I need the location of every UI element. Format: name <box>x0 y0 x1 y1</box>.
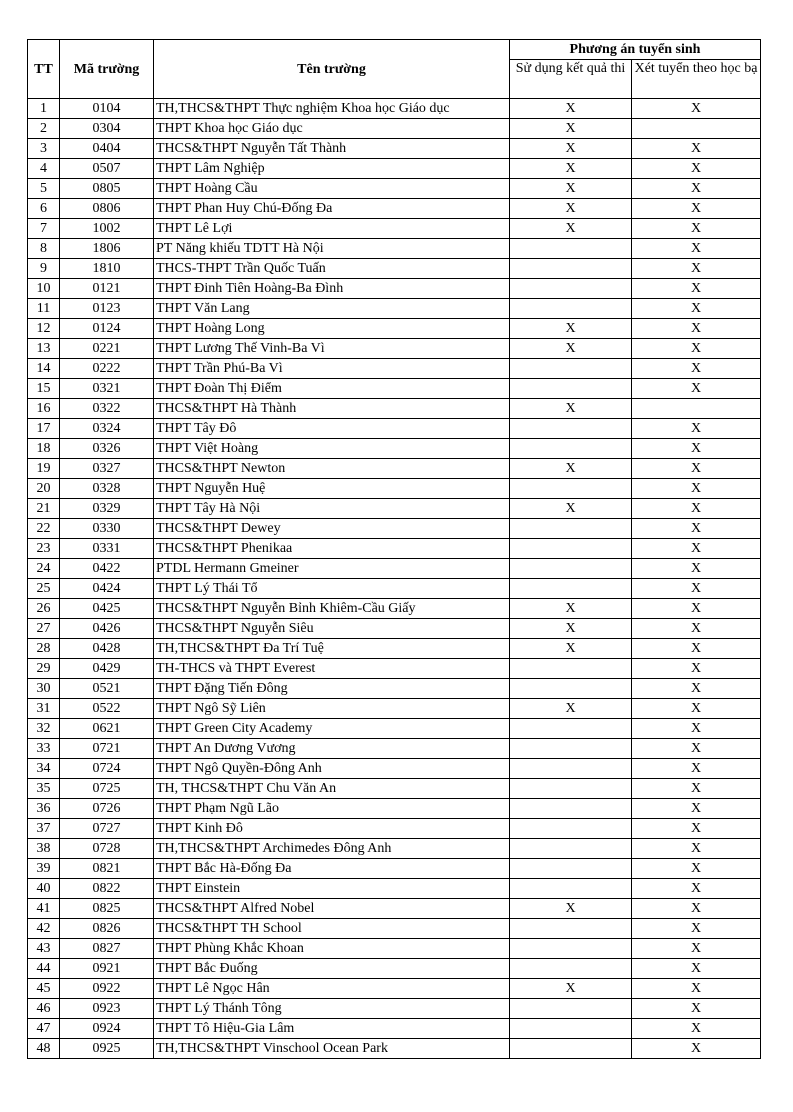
table-row <box>28 379 761 399</box>
exam-results-mark <box>510 919 632 939</box>
table-row <box>28 499 761 519</box>
table-row <box>28 779 761 799</box>
header-transcript-admission: Xét tuyển theo học bạ <box>632 60 761 99</box>
exam-results-mark <box>510 859 632 879</box>
row-number: 2 <box>28 119 60 139</box>
school-code: 0727 <box>60 819 154 839</box>
school-name: THCS&THPT Hà Thành <box>154 399 510 419</box>
exam-results-mark <box>510 819 632 839</box>
transcript-mark: X <box>632 699 761 719</box>
row-number: 25 <box>28 579 60 599</box>
table-row <box>28 459 761 479</box>
table-row <box>28 839 761 859</box>
transcript-mark: X <box>632 139 761 159</box>
transcript-mark: X <box>632 279 761 299</box>
exam-results-mark: X <box>510 199 632 219</box>
table-row <box>28 799 761 819</box>
row-number: 37 <box>28 819 60 839</box>
table-row <box>28 99 761 119</box>
exam-results-mark: X <box>510 339 632 359</box>
transcript-mark: X <box>632 239 761 259</box>
table-row <box>28 439 761 459</box>
table-row <box>28 239 761 259</box>
school-name: THCS&THPT Alfred Nobel <box>154 899 510 919</box>
school-name: TH, THCS&THPT Chu Văn An <box>154 779 510 799</box>
table-row <box>28 699 761 719</box>
transcript-mark: X <box>632 639 761 659</box>
exam-results-mark <box>510 1019 632 1039</box>
school-code: 0321 <box>60 379 154 399</box>
row-number: 14 <box>28 359 60 379</box>
table-row <box>28 679 761 699</box>
table-body <box>28 99 761 1059</box>
school-name: THPT Lê Lợi <box>154 219 510 239</box>
row-number: 8 <box>28 239 60 259</box>
school-code: 0825 <box>60 899 154 919</box>
school-name: PTDL Hermann Gmeiner <box>154 559 510 579</box>
row-number: 26 <box>28 599 60 619</box>
school-code: 0123 <box>60 299 154 319</box>
school-name: THCS&THPT Nguyễn Siêu <box>154 619 510 639</box>
row-number: 45 <box>28 979 60 999</box>
transcript-mark: X <box>632 859 761 879</box>
transcript-mark: X <box>632 179 761 199</box>
exam-results-mark <box>510 419 632 439</box>
table-row <box>28 859 761 879</box>
school-name: THPT Lê Ngọc Hân <box>154 979 510 999</box>
school-name: THCS&THPT Nguyễn Bỉnh Khiêm-Cầu Giấy <box>154 599 510 619</box>
school-name: THPT Nguyễn Huệ <box>154 479 510 499</box>
school-code: 0304 <box>60 119 154 139</box>
row-number: 11 <box>28 299 60 319</box>
transcript-mark: X <box>632 819 761 839</box>
table-row <box>28 939 761 959</box>
school-code: 0924 <box>60 1019 154 1039</box>
school-name: THCS&THPT Newton <box>154 459 510 479</box>
row-number: 23 <box>28 539 60 559</box>
row-number: 6 <box>28 199 60 219</box>
school-name: THPT Einstein <box>154 879 510 899</box>
school-code: 0329 <box>60 499 154 519</box>
school-name: THPT Bắc Hà-Đống Đa <box>154 859 510 879</box>
table-row <box>28 959 761 979</box>
table-row <box>28 579 761 599</box>
exam-results-mark <box>510 839 632 859</box>
table-row <box>28 559 761 579</box>
school-code: 0821 <box>60 859 154 879</box>
exam-results-mark <box>510 719 632 739</box>
exam-results-mark: X <box>510 699 632 719</box>
transcript-mark <box>632 399 761 419</box>
school-name: THCS&THPT Nguyễn Tất Thành <box>154 139 510 159</box>
table-row <box>28 739 761 759</box>
school-code: 0721 <box>60 739 154 759</box>
row-number: 18 <box>28 439 60 459</box>
header-school-name: Tên trường <box>154 40 510 99</box>
exam-results-mark: X <box>510 139 632 159</box>
transcript-mark: X <box>632 319 761 339</box>
transcript-mark: X <box>632 479 761 499</box>
exam-results-mark <box>510 959 632 979</box>
school-code: 0826 <box>60 919 154 939</box>
exam-results-mark: X <box>510 319 632 339</box>
exam-results-mark: X <box>510 99 632 119</box>
school-name: TH,THCS&THPT Archimedes Đông Anh <box>154 839 510 859</box>
row-number: 31 <box>28 699 60 719</box>
exam-results-mark: X <box>510 979 632 999</box>
row-number: 17 <box>28 419 60 439</box>
exam-results-mark: X <box>510 219 632 239</box>
row-number: 44 <box>28 959 60 979</box>
school-name: THPT Phùng Khắc Khoan <box>154 939 510 959</box>
school-name: THPT Trần Phú-Ba Vì <box>154 359 510 379</box>
transcript-mark: X <box>632 559 761 579</box>
school-code: 0428 <box>60 639 154 659</box>
table-row <box>28 179 761 199</box>
transcript-mark: X <box>632 679 761 699</box>
table-row <box>28 419 761 439</box>
school-name: THPT Ngô Quyền-Đông Anh <box>154 759 510 779</box>
school-code: 0521 <box>60 679 154 699</box>
table-row <box>28 919 761 939</box>
exam-results-mark: X <box>510 499 632 519</box>
row-number: 39 <box>28 859 60 879</box>
row-number: 13 <box>28 339 60 359</box>
school-code: 0429 <box>60 659 154 679</box>
transcript-mark: X <box>632 739 761 759</box>
row-number: 34 <box>28 759 60 779</box>
school-name: THPT Tô Hiệu-Gia Lâm <box>154 1019 510 1039</box>
transcript-mark: X <box>632 899 761 919</box>
exam-results-mark: X <box>510 119 632 139</box>
transcript-mark: X <box>632 779 761 799</box>
row-number: 32 <box>28 719 60 739</box>
table-row <box>28 1019 761 1039</box>
school-code: 0805 <box>60 179 154 199</box>
school-code: 0222 <box>60 359 154 379</box>
table-row <box>28 199 761 219</box>
transcript-mark: X <box>632 419 761 439</box>
exam-results-mark <box>510 559 632 579</box>
transcript-mark: X <box>632 719 761 739</box>
table-row <box>28 479 761 499</box>
school-name: TH,THCS&THPT Thực nghiệm Khoa học Giáo dục <box>154 99 510 119</box>
transcript-mark: X <box>632 539 761 559</box>
school-code: 1806 <box>60 239 154 259</box>
row-number: 33 <box>28 739 60 759</box>
exam-results-mark <box>510 299 632 319</box>
transcript-mark: X <box>632 599 761 619</box>
exam-results-mark <box>510 539 632 559</box>
transcript-mark: X <box>632 359 761 379</box>
table-row <box>28 319 761 339</box>
school-name: THPT Khoa học Giáo dục <box>154 119 510 139</box>
school-name: PT Năng khiếu TDTT Hà Nội <box>154 239 510 259</box>
school-code: 0404 <box>60 139 154 159</box>
exam-results-mark: X <box>510 459 632 479</box>
transcript-mark <box>632 119 761 139</box>
header-admission-plan: Phương án tuyển sinh <box>510 40 761 60</box>
table-row <box>28 819 761 839</box>
transcript-mark: X <box>632 1019 761 1039</box>
exam-results-mark <box>510 239 632 259</box>
exam-results-mark: X <box>510 899 632 919</box>
row-number: 42 <box>28 919 60 939</box>
transcript-mark: X <box>632 919 761 939</box>
row-number: 24 <box>28 559 60 579</box>
transcript-mark: X <box>632 159 761 179</box>
school-admission-table-sheet <box>27 39 761 1059</box>
school-code: 0422 <box>60 559 154 579</box>
school-code: 0724 <box>60 759 154 779</box>
table-row <box>28 159 761 179</box>
row-number: 12 <box>28 319 60 339</box>
transcript-mark: X <box>632 339 761 359</box>
row-number: 46 <box>28 999 60 1019</box>
school-name: THPT An Dương Vương <box>154 739 510 759</box>
row-number: 19 <box>28 459 60 479</box>
school-name: THPT Lâm Nghiệp <box>154 159 510 179</box>
school-code: 0331 <box>60 539 154 559</box>
exam-results-mark: X <box>510 179 632 199</box>
school-code: 0424 <box>60 579 154 599</box>
transcript-mark: X <box>632 519 761 539</box>
transcript-mark: X <box>632 459 761 479</box>
school-code: 0322 <box>60 399 154 419</box>
school-name: THPT Phạm Ngũ Lão <box>154 799 510 819</box>
transcript-mark: X <box>632 959 761 979</box>
table-row <box>28 659 761 679</box>
exam-results-mark <box>510 879 632 899</box>
table-row <box>28 899 761 919</box>
row-number: 38 <box>28 839 60 859</box>
row-number: 47 <box>28 1019 60 1039</box>
school-code: 0327 <box>60 459 154 479</box>
table-row <box>28 139 761 159</box>
school-code: 0921 <box>60 959 154 979</box>
transcript-mark: X <box>632 839 761 859</box>
row-number: 7 <box>28 219 60 239</box>
table-row <box>28 999 761 1019</box>
table-row <box>28 339 761 359</box>
transcript-mark: X <box>632 759 761 779</box>
header-school-code: Mã trường <box>60 40 154 99</box>
transcript-mark: X <box>632 999 761 1019</box>
row-number: 16 <box>28 399 60 419</box>
school-name: TH,THCS&THPT Đa Trí Tuệ <box>154 639 510 659</box>
row-number: 21 <box>28 499 60 519</box>
table-row <box>28 279 761 299</box>
transcript-mark: X <box>632 379 761 399</box>
table-row <box>28 119 761 139</box>
table-row <box>28 1039 761 1059</box>
row-number: 22 <box>28 519 60 539</box>
school-code: 0326 <box>60 439 154 459</box>
school-code: 0324 <box>60 419 154 439</box>
school-name: THPT Green City Academy <box>154 719 510 739</box>
school-admission-table <box>27 39 761 1059</box>
school-name: TH,THCS&THPT Vinschool Ocean Park <box>154 1039 510 1059</box>
transcript-mark: X <box>632 99 761 119</box>
transcript-mark: X <box>632 659 761 679</box>
school-code: 0725 <box>60 779 154 799</box>
exam-results-mark: X <box>510 599 632 619</box>
school-name: THPT Đinh Tiên Hoàng-Ba Đình <box>154 279 510 299</box>
transcript-mark: X <box>632 799 761 819</box>
row-number: 20 <box>28 479 60 499</box>
row-number: 35 <box>28 779 60 799</box>
school-name: THPT Tây Đô <box>154 419 510 439</box>
exam-results-mark: X <box>510 159 632 179</box>
exam-results-mark <box>510 759 632 779</box>
school-code: 1810 <box>60 259 154 279</box>
school-code: 0121 <box>60 279 154 299</box>
school-code: 0425 <box>60 599 154 619</box>
school-code: 0925 <box>60 1039 154 1059</box>
school-name: THCS-THPT Trần Quốc Tuấn <box>154 259 510 279</box>
exam-results-mark <box>510 939 632 959</box>
row-number: 29 <box>28 659 60 679</box>
table-row <box>28 979 761 999</box>
row-number: 43 <box>28 939 60 959</box>
school-code: 0806 <box>60 199 154 219</box>
table-row <box>28 359 761 379</box>
header-use-exam-results: Sử dụng kết quả thi <box>510 60 632 99</box>
school-name: THPT Phan Huy Chú-Đống Đa <box>154 199 510 219</box>
exam-results-mark: X <box>510 399 632 419</box>
exam-results-mark <box>510 439 632 459</box>
school-code: 0827 <box>60 939 154 959</box>
school-code: 0922 <box>60 979 154 999</box>
school-code: 0507 <box>60 159 154 179</box>
exam-results-mark <box>510 479 632 499</box>
school-name: THCS&THPT TH School <box>154 919 510 939</box>
transcript-mark: X <box>632 499 761 519</box>
exam-results-mark <box>510 999 632 1019</box>
school-name: THPT Lý Thái Tổ <box>154 579 510 599</box>
table-row <box>28 259 761 279</box>
school-code: 0124 <box>60 319 154 339</box>
transcript-mark: X <box>632 259 761 279</box>
school-code: 1002 <box>60 219 154 239</box>
transcript-mark: X <box>632 879 761 899</box>
table-row <box>28 519 761 539</box>
row-number: 28 <box>28 639 60 659</box>
school-code: 0328 <box>60 479 154 499</box>
exam-results-mark <box>510 799 632 819</box>
transcript-mark: X <box>632 219 761 239</box>
exam-results-mark <box>510 679 632 699</box>
school-name: THPT Kinh Đô <box>154 819 510 839</box>
row-number: 48 <box>28 1039 60 1059</box>
school-name: THPT Bắc Đuống <box>154 959 510 979</box>
school-name: THPT Hoàng Cầu <box>154 179 510 199</box>
school-name: THPT Đặng Tiến Đông <box>154 679 510 699</box>
school-name: THPT Đoàn Thị Điểm <box>154 379 510 399</box>
school-name: THPT Hoàng Long <box>154 319 510 339</box>
header-tt: TT <box>28 40 60 99</box>
table-row <box>28 219 761 239</box>
exam-results-mark <box>510 259 632 279</box>
row-number: 4 <box>28 159 60 179</box>
exam-results-mark <box>510 279 632 299</box>
row-number: 15 <box>28 379 60 399</box>
school-name: THPT Văn Lang <box>154 299 510 319</box>
school-code: 0822 <box>60 879 154 899</box>
school-code: 0330 <box>60 519 154 539</box>
table-row <box>28 619 761 639</box>
row-number: 5 <box>28 179 60 199</box>
school-name: THPT Ngô Sỹ Liên <box>154 699 510 719</box>
school-code: 0104 <box>60 99 154 119</box>
school-name: THPT Lương Thế Vinh-Ba Vì <box>154 339 510 359</box>
school-name: THPT Việt Hoàng <box>154 439 510 459</box>
transcript-mark: X <box>632 979 761 999</box>
school-name: THPT Lý Thánh Tông <box>154 999 510 1019</box>
school-code: 0726 <box>60 799 154 819</box>
table-row <box>28 759 761 779</box>
school-code: 0221 <box>60 339 154 359</box>
exam-results-mark <box>510 1039 632 1059</box>
table-header <box>28 40 761 99</box>
school-name: THCS&THPT Dewey <box>154 519 510 539</box>
transcript-mark: X <box>632 939 761 959</box>
exam-results-mark <box>510 379 632 399</box>
row-number: 40 <box>28 879 60 899</box>
table-row <box>28 719 761 739</box>
row-number: 36 <box>28 799 60 819</box>
school-code: 0522 <box>60 699 154 719</box>
school-name: THCS&THPT Phenikaa <box>154 539 510 559</box>
transcript-mark: X <box>632 199 761 219</box>
row-number: 10 <box>28 279 60 299</box>
school-name: TH-THCS và THPT Everest <box>154 659 510 679</box>
school-code: 0728 <box>60 839 154 859</box>
table-row <box>28 599 761 619</box>
transcript-mark: X <box>632 579 761 599</box>
table-row <box>28 879 761 899</box>
exam-results-mark <box>510 659 632 679</box>
transcript-mark: X <box>632 1039 761 1059</box>
exam-results-mark <box>510 579 632 599</box>
row-number: 27 <box>28 619 60 639</box>
exam-results-mark: X <box>510 639 632 659</box>
school-code: 0621 <box>60 719 154 739</box>
row-number: 1 <box>28 99 60 119</box>
table-row <box>28 539 761 559</box>
transcript-mark: X <box>632 299 761 319</box>
row-number: 41 <box>28 899 60 919</box>
exam-results-mark <box>510 739 632 759</box>
row-number: 9 <box>28 259 60 279</box>
transcript-mark: X <box>632 439 761 459</box>
exam-results-mark <box>510 779 632 799</box>
school-name: THPT Tây Hà Nội <box>154 499 510 519</box>
table-row <box>28 639 761 659</box>
exam-results-mark <box>510 359 632 379</box>
row-number: 30 <box>28 679 60 699</box>
school-code: 0923 <box>60 999 154 1019</box>
exam-results-mark: X <box>510 619 632 639</box>
exam-results-mark <box>510 519 632 539</box>
school-code: 0426 <box>60 619 154 639</box>
row-number: 3 <box>28 139 60 159</box>
transcript-mark: X <box>632 619 761 639</box>
table-row <box>28 399 761 419</box>
table-row <box>28 299 761 319</box>
